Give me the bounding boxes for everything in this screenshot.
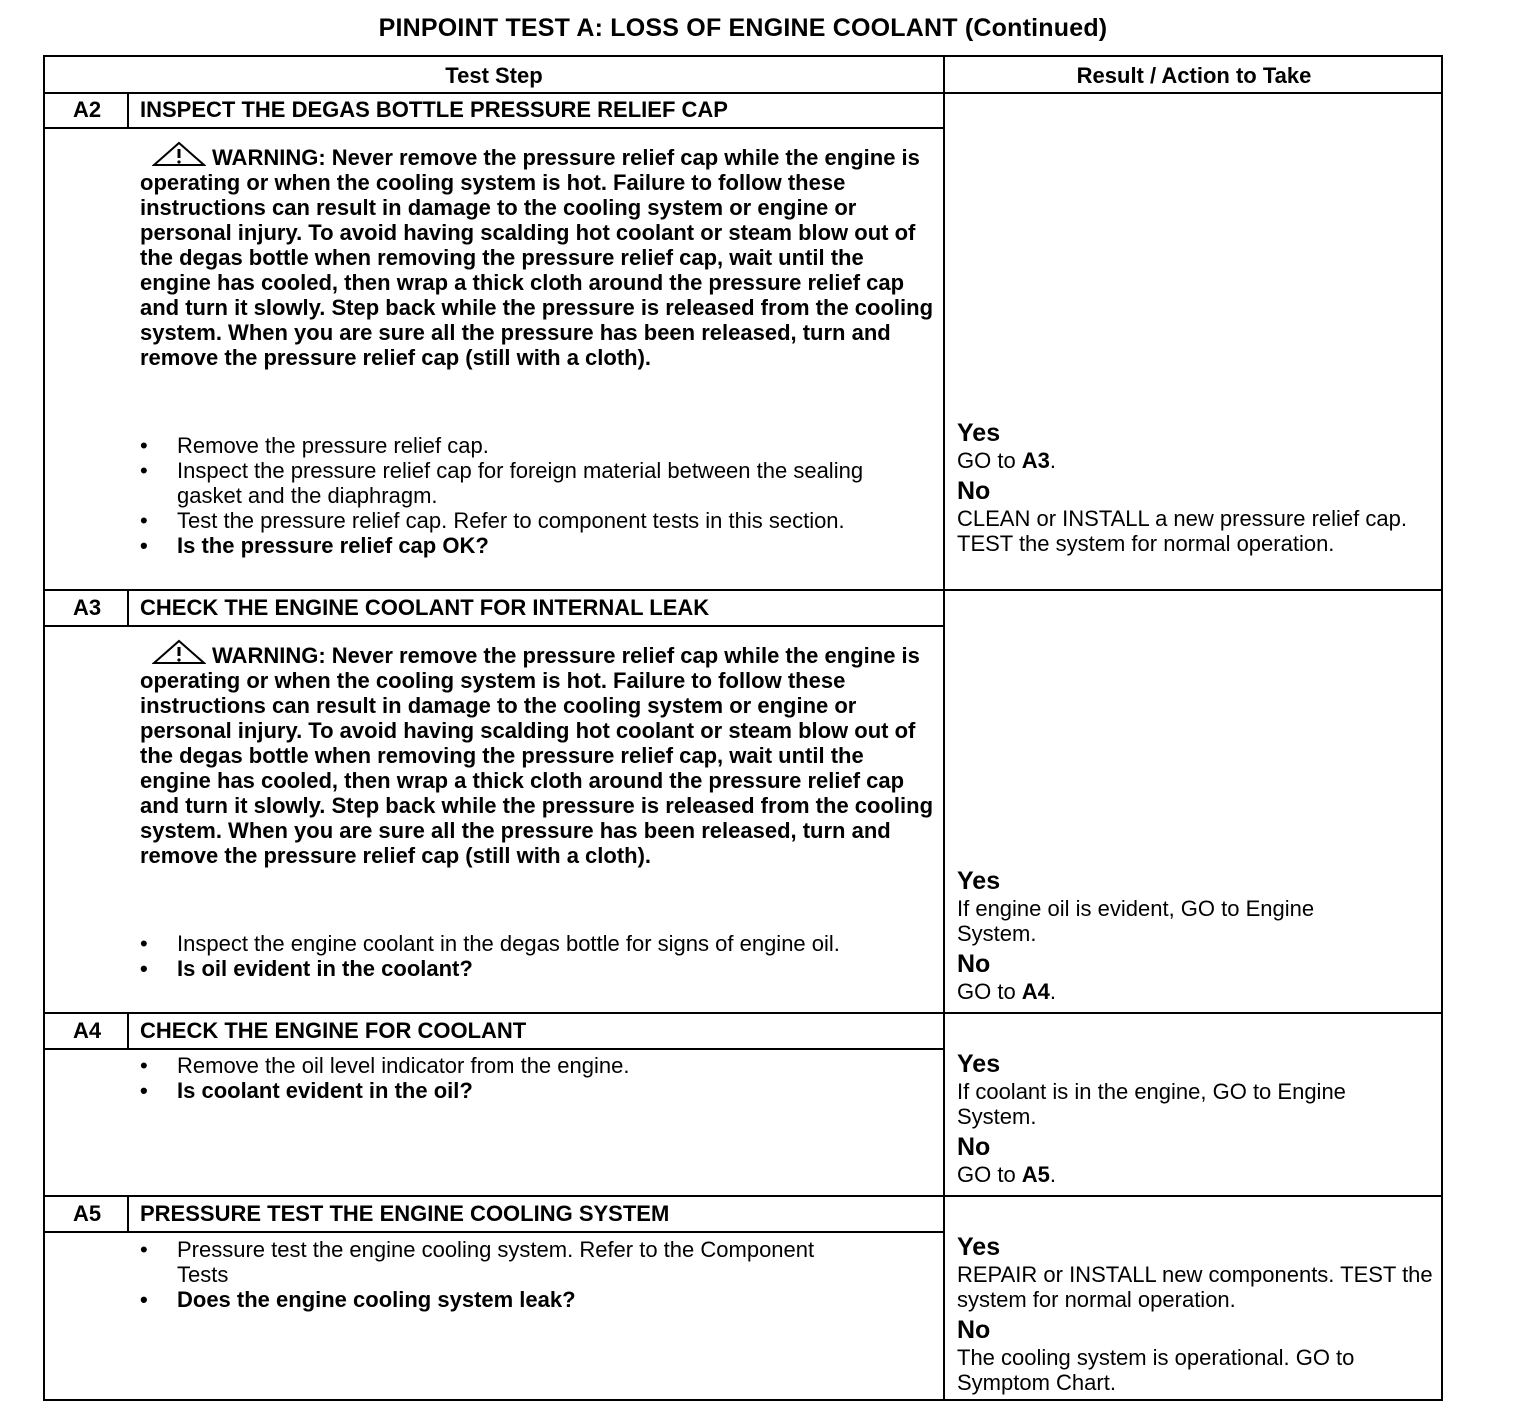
result-block [957,867,1317,1004]
pinpoint-test-table [43,55,1443,1401]
step-id-divider [127,590,129,625]
warning-triangle-icon [152,141,206,167]
step-bullets [140,433,920,558]
warning-triangle-icon [152,639,206,665]
step-id: A3 [72,595,102,620]
step-title: INSPECT THE DEGAS BOTTLE PRESSURE RELIEF CAP [140,97,728,122]
step-id: A2 [72,97,102,122]
list-item: • Pressure test the engine cooling system. Refer to the Component Tests [140,1237,840,1287]
page-title: PINPOINT TEST A: LOSS OF ENGINE COOLANT (Continued) [378,14,1108,42]
list-item: • Remove the pressure relief cap. [140,433,920,458]
list-item-question: • Does the engine cooling system leak? [140,1287,840,1312]
list-item: • Test the pressure relief cap. Refer to component tests in this section. [140,508,920,533]
no-action: CLEAN or INSTALL a new pressure relief cap. TEST the system for normal operation. [957,506,1407,556]
step-id: A4 [72,1018,102,1043]
list-item-question: • Is coolant evident in the oil? [140,1078,920,1103]
yes-label: Yes [957,1050,1001,1078]
no-label: No [957,950,991,978]
yes-action: GO to A3. [957,448,1057,473]
result-block [957,1050,1357,1187]
step-title-divider [45,1231,943,1233]
step-title: CHECK THE ENGINE COOLANT FOR INTERNAL LEAK [140,595,710,620]
warning-text: WARNING: Never remove the pressure relief cap while the engine is operating or when the cooling system is hot. Failure to follow these instructions can result in damage to the cooling system or engine or personal injury. To avoid having scalding hot coolant or steam blow out of the degas bottle when removing the pressure relief cap, wait until the engine has cooled, then wrap a thick cloth around the pressure relief cap and turn it slowly. Step back while the pressure is released from the cooling system. When you are sure all the pressure has been released, turn and remove the pressure relief cap (still with a cloth). [140,643,934,868]
list-item-question: • Is the pressure relief cap OK? [140,533,920,558]
row-divider [45,1195,1441,1197]
column-divider [943,57,945,1401]
header-result-action: Result / Action to Take [1076,63,1312,88]
step-id-divider [127,1013,129,1048]
warning-block [140,141,940,370]
no-label: No [957,1316,991,1344]
step-title: PRESSURE TEST THE ENGINE COOLING SYSTEM [140,1201,670,1226]
row-divider [45,589,1441,591]
yes-action: If engine oil is evident, GO to Engine System. [957,896,1315,946]
header-test-step: Test Step [445,63,543,88]
list-item: • Inspect the pressure relief cap for foreign material between the sealing gasket and the diaphragm. [140,458,920,508]
row-divider [45,1012,1441,1014]
result-block [957,1233,1437,1395]
yes-action: REPAIR or INSTALL new components. TEST the system for normal operation. [957,1262,1433,1312]
yes-label: Yes [957,419,1001,447]
no-label: No [957,1133,991,1161]
step-bullets [140,1053,920,1103]
yes-label: Yes [957,867,1001,895]
step-id-divider [127,1196,129,1231]
step-title-divider [45,1048,943,1050]
warning-block [140,639,940,868]
step-id-divider [127,93,129,127]
step-title: CHECK THE ENGINE FOR COOLANT [140,1018,527,1043]
list-item: • Inspect the engine coolant in the degas bottle for signs of engine oil. [140,931,920,956]
step-title-divider [45,127,943,129]
no-action: The cooling system is operational. GO to Symptom Chart. [957,1345,1355,1395]
step-id: A5 [72,1201,102,1226]
no-action: GO to A4. [957,979,1057,1004]
header-divider [45,92,1441,94]
step-bullets [140,1237,840,1312]
yes-action: If coolant is in the engine, GO to Engine System. [957,1079,1346,1129]
list-item-question: • Is oil evident in the coolant? [140,956,920,981]
no-action: GO to A5. [957,1162,1057,1187]
result-block [957,419,1437,556]
yes-label: Yes [957,1233,1001,1261]
step-bullets [140,931,920,981]
warning-text: WARNING: Never remove the pressure relief cap while the engine is operating or when the cooling system is hot. Failure to follow these instructions can result in damage to the cooling system or engine or personal injury. To avoid having scalding hot coolant or steam blow out of the degas bottle when removing the pressure relief cap, wait until the engine has cooled, then wrap a thick cloth around the pressure relief cap and turn it slowly. Step back while the pressure is released from the cooling system. When you are sure all the pressure has been released, turn and remove the pressure relief cap (still with a cloth). [140,145,934,370]
list-item: • Remove the oil level indicator from the engine. [140,1053,920,1078]
step-title-divider [45,625,943,627]
no-label: No [957,477,991,505]
